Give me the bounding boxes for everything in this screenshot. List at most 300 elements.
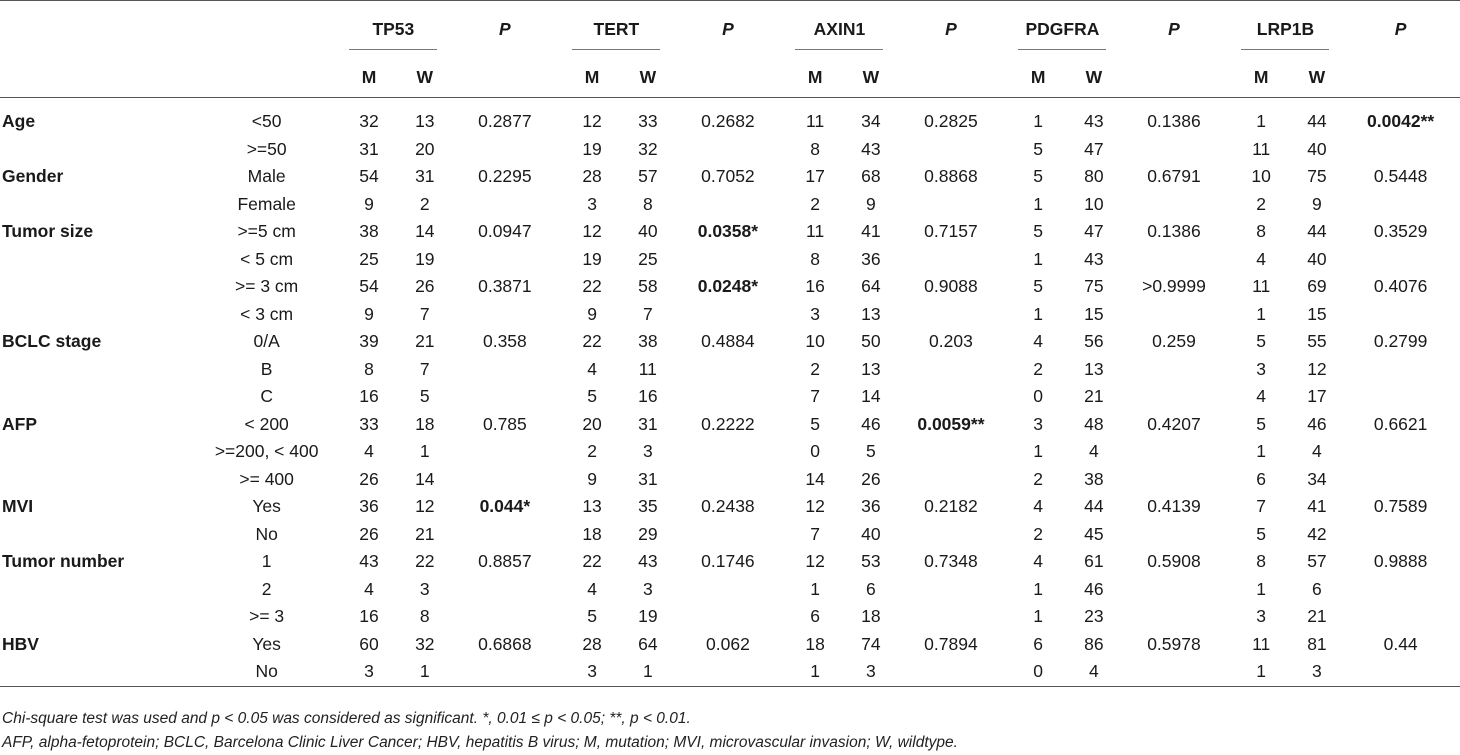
p-value (449, 191, 561, 219)
p-value: 0.044* (479, 496, 531, 516)
wildtype-count: 23 (1084, 606, 1104, 626)
mutation-count: 11 (1252, 633, 1271, 654)
mutation-count: 7 (810, 523, 820, 544)
mutation-count: 12 (582, 111, 602, 131)
p-value (1341, 603, 1460, 631)
mutation-count: 1 (784, 658, 847, 686)
p-value (449, 576, 561, 604)
mutation-count: 28 (582, 166, 602, 186)
gene-header-tp53: TP53 (338, 1, 450, 58)
wildtype-count: 64 (861, 276, 881, 296)
p-value: 0.5908 (1147, 551, 1201, 571)
wildtype-count: 29 (638, 523, 658, 544)
mutation-count: 5 (1256, 331, 1267, 351)
table-row (0, 548, 1460, 576)
mutation-count: 7 (1256, 496, 1267, 516)
p-value (895, 466, 1007, 494)
row-sublabel: Female (237, 193, 296, 214)
p-value (1118, 576, 1230, 604)
p-value (1118, 136, 1230, 164)
p-value (1118, 521, 1230, 549)
row-sublabel: 2 (261, 578, 272, 599)
mutation-count: 8 (1256, 221, 1267, 241)
wildtype-count: 26 (861, 468, 881, 489)
p-value: 0.44 (1383, 633, 1418, 654)
p-value (449, 521, 561, 549)
wildtype-count: 7 (419, 358, 430, 379)
wildtype-count: 47 (1084, 221, 1104, 241)
row-label (0, 576, 196, 604)
wildtype-count: 46 (861, 413, 881, 434)
wildtype-count: 64 (638, 633, 658, 654)
wildtype-count: 17 (1307, 386, 1327, 406)
row-sublabel: >=200, < 400 (214, 441, 319, 461)
w-header: W (1293, 57, 1342, 98)
mutation-count: 36 (359, 496, 379, 516)
wildtype-count: 19 (638, 606, 658, 626)
row-label: HBV (2, 633, 39, 654)
p-value: 0.9888 (1373, 551, 1428, 571)
p-value: 0.4884 (701, 331, 755, 351)
p-value (1341, 246, 1460, 274)
mutation-count: 54 (359, 166, 379, 186)
p-value: 0.7348 (924, 551, 978, 571)
mutation-count: 8 (364, 358, 374, 379)
p-value (1118, 356, 1230, 384)
table-row (0, 328, 1460, 356)
mutation-count: 11 (1252, 138, 1271, 159)
row-label: Age (2, 111, 36, 131)
mutation-count: 1 (1033, 441, 1043, 461)
wildtype-count: 6 (865, 578, 876, 599)
mutation-count: 3 (1256, 358, 1267, 379)
wildtype-count: 75 (1084, 276, 1104, 296)
mutation-count: 10 (1251, 166, 1271, 186)
gene-header-row (0, 1, 1460, 58)
p-value (1341, 576, 1460, 604)
mutation-count: 2 (587, 441, 597, 461)
p-value: 0.4207 (1147, 413, 1201, 434)
mutation-count: 11 (1252, 276, 1271, 296)
p-value: 0.6621 (1373, 413, 1428, 434)
mutation-count: 20 (582, 413, 602, 434)
table-row (0, 356, 1460, 384)
p-value (1341, 466, 1460, 494)
wildtype-count: 11 (638, 358, 657, 379)
p-value: 0.259 (1152, 331, 1196, 351)
p-value (1118, 383, 1230, 411)
p-value (449, 466, 561, 494)
wildtype-count: 8 (642, 193, 653, 214)
row-label (0, 603, 196, 631)
table-row (0, 383, 1460, 411)
wildtype-count: 43 (1084, 248, 1104, 269)
p-value (1341, 658, 1460, 686)
mutation-count: 4 (1033, 551, 1043, 571)
p-value (672, 191, 784, 219)
mutation-count: 5 (1256, 413, 1267, 434)
wildtype-count: 19 (415, 248, 435, 269)
wildtype-count: 4 (1312, 441, 1322, 461)
wildtype-count: 35 (638, 496, 658, 516)
mutation-count: 4 (587, 358, 597, 379)
wildtype-count: 2 (419, 193, 430, 214)
wildtype-count: 58 (638, 276, 658, 296)
p-value: 0.6868 (478, 633, 532, 654)
mutation-count: 5 (587, 606, 597, 626)
table-body (0, 98, 1460, 687)
mutation-count: 4 (1256, 386, 1267, 406)
wildtype-count: 40 (1307, 138, 1327, 159)
row-label: AFP (2, 413, 37, 434)
p-value (672, 521, 784, 549)
p-value (449, 246, 561, 274)
mutation-count: 8 (1256, 551, 1267, 571)
p-value: 0.0248* (697, 276, 759, 296)
wildtype-count: 3 (1293, 658, 1342, 686)
wildtype-count: 57 (638, 166, 658, 186)
w-header: W (624, 57, 673, 98)
p-value: 0.4139 (1147, 496, 1201, 516)
mutation-count: 6 (810, 606, 820, 626)
wildtype-count: 33 (638, 111, 658, 131)
wildtype-count: 43 (1084, 111, 1104, 131)
mutation-count: 0 (810, 441, 820, 461)
row-sublabel: 0/A (253, 331, 280, 351)
m-header: M (784, 57, 847, 98)
p-value (1118, 466, 1230, 494)
mutation-count: 22 (582, 276, 602, 296)
p-header: P (1118, 1, 1230, 58)
mutation-count: 4 (364, 441, 374, 461)
wildtype-count: 14 (861, 386, 881, 406)
mutation-count: 1 (1033, 193, 1043, 214)
p-value: 0.0358* (697, 221, 759, 241)
wildtype-count: 61 (1084, 551, 1104, 571)
m-header: M (1007, 57, 1070, 98)
wildtype-count: 56 (1084, 331, 1104, 351)
mutation-count: 12 (582, 221, 602, 241)
p-value (449, 438, 561, 466)
mutation-count: 4 (1033, 331, 1043, 351)
mutation-count: 0 (1033, 386, 1043, 406)
wildtype-count: 38 (638, 331, 658, 351)
wildtype-count: 42 (1307, 523, 1327, 544)
table-row (0, 136, 1460, 164)
p-value: 0.8857 (478, 551, 532, 571)
wildtype-count: 21 (415, 523, 435, 544)
row-sublabel: Yes (252, 496, 281, 516)
wildtype-count: 21 (1084, 386, 1104, 406)
p-value (1118, 246, 1230, 274)
wildtype-count: 12 (1307, 358, 1327, 379)
mutation-count: 14 (805, 468, 825, 489)
mutation-count: 1 (1033, 248, 1043, 269)
mutation-count: 1 (1256, 303, 1267, 324)
wildtype-count: 15 (1307, 303, 1327, 324)
wildtype-count: 34 (861, 111, 881, 131)
mutation-count: 43 (359, 551, 379, 571)
wildtype-count: 9 (865, 193, 876, 214)
p-value (672, 246, 784, 274)
wildtype-count: 68 (861, 166, 881, 186)
wildtype-count: 12 (415, 496, 435, 516)
row-sublabel: >=5 cm (237, 221, 296, 241)
row-sublabel: <50 (251, 111, 282, 131)
mutation-count: 2 (1033, 523, 1043, 544)
p-value (1341, 438, 1460, 466)
row-label (0, 136, 196, 164)
mutation-count: 1 (1230, 658, 1293, 686)
mutation-count: 9 (587, 468, 597, 489)
p-value: 0.9088 (924, 276, 978, 296)
p-value: 0.3529 (1373, 221, 1428, 241)
p-value (672, 658, 784, 686)
mutation-count: 4 (364, 578, 374, 599)
p-value: >0.9999 (1142, 276, 1206, 296)
p-value (449, 603, 561, 631)
mutation-count: 4 (1256, 248, 1267, 269)
p-value: 0.5978 (1147, 633, 1201, 654)
wildtype-count: 40 (861, 523, 881, 544)
wildtype-count: 43 (861, 138, 881, 159)
table-row (0, 438, 1460, 466)
wildtype-count: 3 (642, 441, 653, 461)
p-value: 0.2182 (924, 496, 978, 516)
mutation-count: 5 (1256, 523, 1267, 544)
mutation-count: 8 (810, 138, 820, 159)
row-label (0, 301, 196, 329)
mutation-count: 18 (805, 633, 825, 654)
wildtype-count: 34 (1307, 468, 1327, 489)
wildtype-count: 10 (1084, 193, 1104, 214)
wildtype-count: 26 (415, 276, 435, 296)
gene-header-pdgfra: PDGFRA (1007, 1, 1119, 58)
wildtype-count: 57 (1307, 551, 1327, 571)
mutation-count: 60 (359, 633, 379, 654)
mutation-count: 11 (806, 221, 825, 241)
wildtype-count: 32 (638, 138, 658, 159)
wildtype-count: 53 (861, 551, 881, 571)
p-value: 0.2825 (924, 111, 978, 131)
p-value (895, 246, 1007, 274)
p-value (895, 383, 1007, 411)
wildtype-count: 31 (638, 468, 658, 489)
row-label (0, 273, 196, 301)
p-value (1118, 438, 1230, 466)
p-value (895, 576, 1007, 604)
wildtype-count: 43 (638, 551, 658, 571)
mutation-count: 1 (1033, 111, 1043, 131)
row-label (0, 658, 196, 686)
p-value (895, 603, 1007, 631)
table-row (0, 273, 1460, 301)
wildtype-count: 36 (861, 496, 881, 516)
empty-header-cell (196, 1, 338, 58)
p-value: 0.2222 (701, 413, 755, 434)
wildtype-count: 25 (638, 248, 658, 269)
p-value: 0.062 (706, 633, 750, 654)
p-value: 0.203 (929, 331, 973, 351)
mutation-count: 1 (1256, 578, 1267, 599)
p-value (895, 658, 1007, 686)
p-value (672, 576, 784, 604)
mutation-count: 38 (359, 221, 379, 241)
wildtype-count: 75 (1307, 166, 1327, 186)
mutation-count: 16 (805, 276, 825, 296)
wildtype-count: 5 (865, 441, 876, 461)
row-sublabel: < 3 cm (240, 303, 294, 324)
wildtype-count: 16 (638, 386, 658, 406)
p-value: 0.7589 (1373, 496, 1428, 516)
table-row (0, 246, 1460, 274)
mutation-count: 19 (582, 138, 602, 159)
p-value: 0.2682 (701, 111, 755, 131)
table-row (0, 603, 1460, 631)
mutation-count: 32 (359, 111, 379, 131)
mutation-count: 0 (1007, 658, 1070, 686)
p-value: 0.2295 (478, 166, 532, 186)
wildtype-count: 7 (642, 303, 653, 324)
mutation-count: 3 (810, 303, 820, 324)
p-value (1118, 603, 1230, 631)
footnote-abbreviations: AFP, alpha-fetoprotein; BCLC, Barcelona Clinic Liver Cancer; HBV, hepatitis B virus; M, mutation; MVI, microvascular invasion; W, wildtype. (2, 734, 958, 751)
w-header: W (400, 57, 449, 98)
row-label (0, 246, 196, 274)
p-value: 0.1386 (1147, 111, 1201, 131)
p-value: 0.3871 (478, 276, 532, 296)
p-value (1341, 521, 1460, 549)
wildtype-count: 3 (642, 578, 653, 599)
p-value: 0.7894 (924, 633, 978, 654)
p-value: 0.1386 (1147, 221, 1201, 241)
p-value (449, 301, 561, 329)
p-value (895, 301, 1007, 329)
mutation-count: 26 (359, 523, 379, 544)
wildtype-count: 13 (1084, 358, 1104, 379)
p-value (895, 438, 1007, 466)
wildtype-count: 1 (419, 441, 430, 461)
mutation-count: 22 (582, 331, 602, 351)
mutation-count: 7 (810, 386, 820, 406)
mutation-count: 3 (587, 193, 597, 214)
mutation-count: 5 (1033, 221, 1043, 241)
p-value: 0.358 (482, 331, 527, 351)
wildtype-count: 32 (415, 633, 435, 654)
wildtype-count: 13 (861, 303, 881, 324)
wildtype-count: 38 (1084, 468, 1104, 489)
gene-header-tert: TERT (561, 1, 673, 58)
p-value (1118, 658, 1230, 686)
table-row (0, 658, 1460, 686)
mutation-count: 8 (810, 248, 820, 269)
empty-header-cell (0, 1, 196, 58)
row-label (0, 521, 196, 549)
p-value (1341, 356, 1460, 384)
mutation-count: 1 (1033, 606, 1043, 626)
p-value (1118, 301, 1230, 329)
m-header: M (1230, 57, 1293, 98)
row-sublabel: >=50 (246, 138, 287, 159)
p-value (672, 603, 784, 631)
p-value: 0.2799 (1373, 331, 1428, 351)
p-value: 0.1746 (701, 551, 755, 571)
p-value: 0.6791 (1147, 166, 1201, 186)
wildtype-count: 13 (415, 111, 435, 131)
table-row (0, 301, 1460, 329)
w-header: W (1070, 57, 1119, 98)
mutation-count: 2 (810, 193, 820, 214)
p-value: 0.0947 (478, 221, 532, 241)
mutation-count: 13 (582, 496, 602, 516)
mutation-count: 6 (1256, 468, 1267, 489)
footnote-significance: Chi-square test was used and p < 0.05 was considered as significant. *, 0.01 ≤ p < 0.05; **, p < 0.01. (2, 710, 691, 727)
wildtype-count: 7 (419, 303, 430, 324)
wildtype-count: 45 (1084, 523, 1104, 544)
wildtype-count: 1 (400, 658, 449, 686)
p-value: 0.2877 (478, 111, 532, 131)
wildtype-count: 86 (1084, 633, 1104, 654)
table-row (0, 576, 1460, 604)
mutation-count: 3 (561, 658, 624, 686)
gene-header-axin1: AXIN1 (784, 1, 896, 58)
mutation-count: 3 (1033, 413, 1043, 434)
m-header: M (338, 57, 401, 98)
wildtype-count: 44 (1307, 221, 1327, 241)
p-value: 0.785 (482, 413, 527, 434)
wildtype-count: 48 (1084, 413, 1104, 434)
mutation-count: 11 (806, 111, 825, 131)
row-label (0, 466, 196, 494)
table-row (0, 163, 1460, 191)
mutation-count: 54 (359, 276, 379, 296)
p-value (895, 136, 1007, 164)
p-value: 0.0042** (1367, 111, 1435, 131)
row-label: Tumor number (2, 551, 125, 571)
row-sublabel: No (255, 523, 278, 544)
wildtype-count: 36 (861, 248, 881, 269)
p-value (672, 383, 784, 411)
wildtype-count: 21 (415, 331, 435, 351)
wildtype-count: 81 (1307, 633, 1327, 654)
row-sublabel: C (260, 386, 273, 406)
p-value: 0.2438 (701, 496, 755, 516)
p-value: 0.7157 (924, 221, 978, 241)
p-value (1341, 301, 1460, 329)
mutation-count: 6 (1033, 633, 1043, 654)
table-row (0, 411, 1460, 439)
wildtype-count: 3 (847, 658, 896, 686)
mutation-count: 16 (359, 386, 379, 406)
p-value (895, 356, 1007, 384)
wildtype-count: 41 (861, 221, 881, 241)
p-value (449, 383, 561, 411)
wildtype-count: 74 (861, 633, 881, 654)
wildtype-count: 8 (419, 606, 430, 626)
mutation-count: 17 (805, 166, 825, 186)
wildtype-count: 5 (419, 386, 430, 406)
row-label: Gender (2, 166, 64, 186)
mutation-count: 5 (1033, 138, 1043, 159)
mw-header-row (0, 57, 1460, 98)
table-row (0, 218, 1460, 246)
mutation-count: 9 (364, 193, 374, 214)
wildtype-count: 31 (415, 166, 435, 186)
mutation-count: 2 (1033, 468, 1043, 489)
mutation-count: 5 (1033, 276, 1043, 296)
wildtype-count: 6 (1312, 578, 1322, 599)
mutation-count: 31 (359, 138, 379, 159)
